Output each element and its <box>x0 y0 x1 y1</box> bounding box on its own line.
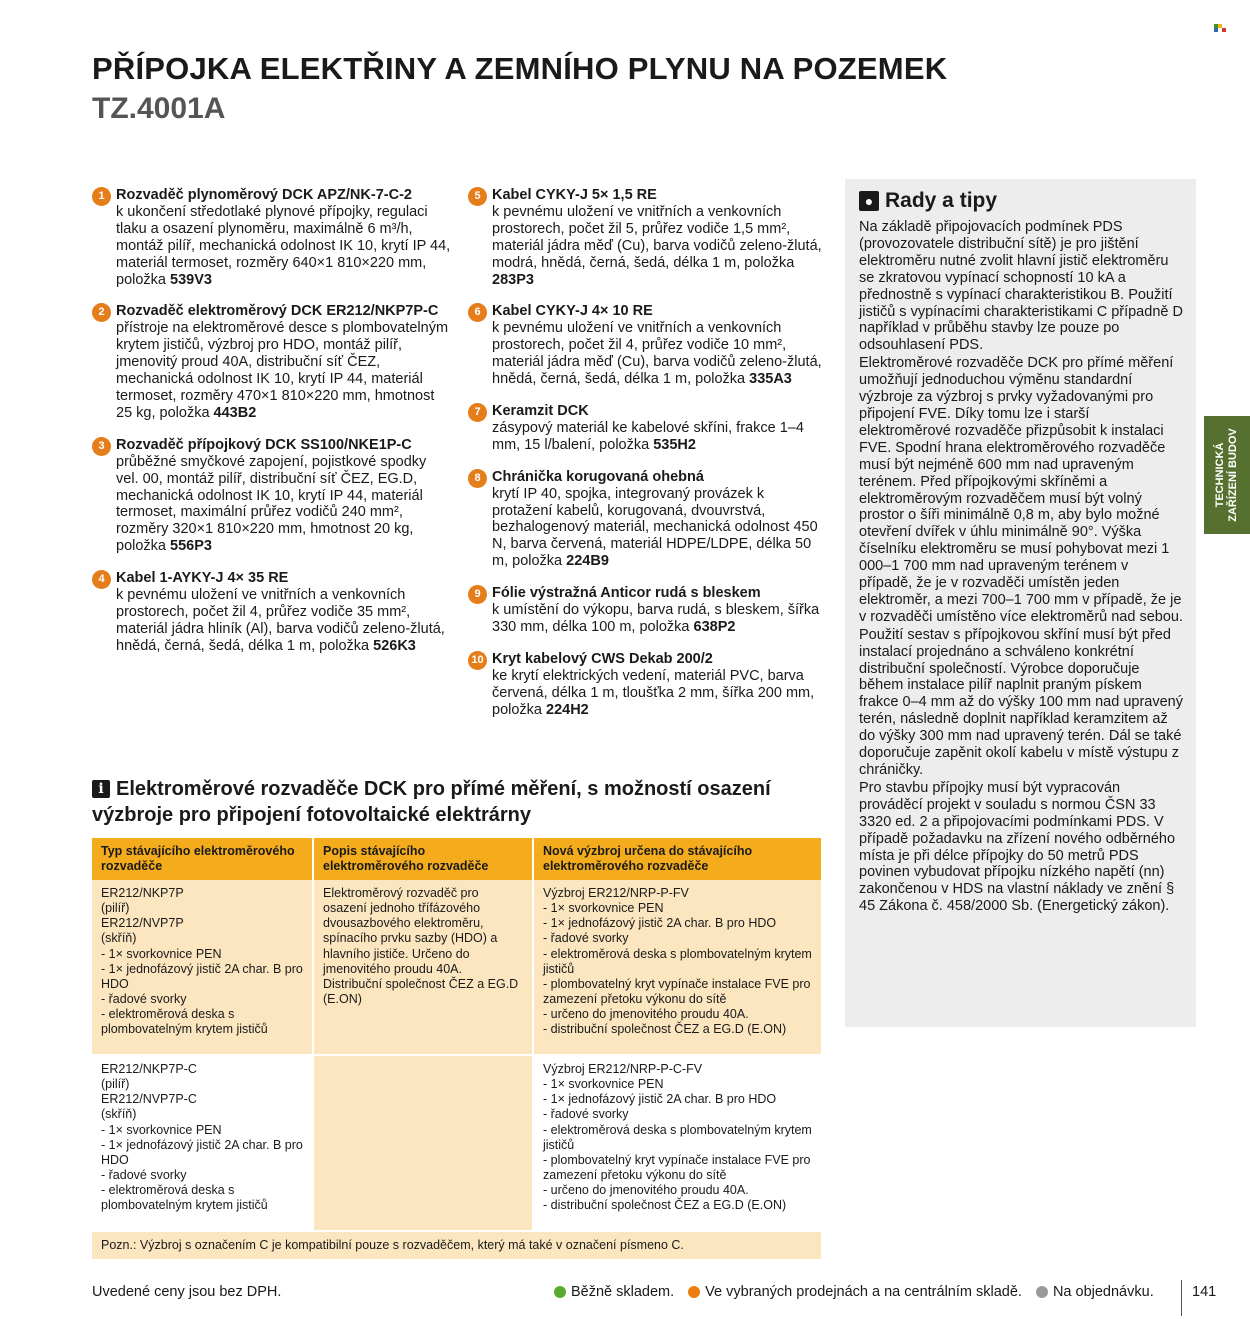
table-row <box>92 1055 821 1231</box>
product-item-6 <box>468 303 826 388</box>
item-description: přístroje na elektroměrové desce s plombovatelným krytem jističů, výzbroj pro HDO, montáž pilíř, jmenovitý proud 40A, distribuční síť ČEZ, mechanická odolnost IK 10, krytí IP 44, materiál termoset, rozměry 470×1 810×220 mm, hmotnost 25 kg, položka <box>116 320 449 421</box>
item-title: Keramzit DCK <box>492 402 589 419</box>
item-sku: 224B9 <box>566 553 609 570</box>
item-description: krytí IP 40, spojka, integrovaný provázek k protažení kabelů, korugovaná, dvouvrstvá, bezhalogenový materiál, mechanická odolnost 450 N, barva červená, materiál HDPE/LDPE, délka 50 m, položka <box>492 485 818 570</box>
table-cell: Výzbroj ER212/NRP-P-C-FV - 1× svorkovnice PEN - 1× jednofázový jistič 2A char. B pro HDO - řadové svorky - elektroměrová deska s plombovatelným krytem jističů - plombovatelný kryt vypínače instalace FVE pro zamezení přetoku výkonu do sítě - určeno do jmenovitého proudu 40A. - distribuční společnost ČEZ a EG.D (E.ON) <box>533 1055 821 1231</box>
prices-note: Uvedené ceny jsou bez DPH. <box>92 1284 282 1300</box>
items-column-middle <box>468 187 826 733</box>
item-number-badge: 6 <box>468 303 487 322</box>
item-title: Kabel CYKY-J 5× 1,5 RE <box>492 187 657 203</box>
product-item-8 <box>468 469 826 570</box>
item-title: Kabel CYKY-J 4× 10 RE <box>492 303 653 320</box>
item-sku: 556P3 <box>170 538 212 555</box>
item-title: Rozvaděč plynoměrový DCK APZ/NK-7-C-2 <box>116 187 412 203</box>
item-title: Kabel 1-AYKY-J 4× 35 RE <box>116 570 289 587</box>
table-cell <box>313 1055 533 1231</box>
legend-item <box>1036 1284 1154 1300</box>
item-sku: 539V3 <box>170 271 212 288</box>
item-sku: 335A3 <box>749 371 792 388</box>
product-item-10 <box>468 651 826 719</box>
item-description: k ukončení středotlaké plynové přípojky, regulaci tlaku a osazení plynoměru, maximálně 6 m³/h, montáž pilíř, mechanická odolnost IK 10, krytí IP 44, materiál termoset, rozměry 640×1 810×220 mm, položka <box>116 203 451 288</box>
legend-label: Ve vybraných prodejnách a na centrálním skladě. <box>705 1284 1022 1300</box>
tips-box <box>845 179 1196 1027</box>
category-side-tab[interactable] <box>1204 416 1250 534</box>
item-sku: 283P3 <box>492 271 534 288</box>
item-title: Fólie výstražná Anticor rudá s bleskem <box>492 585 761 602</box>
table-header-row <box>92 838 821 880</box>
item-sku: 224H2 <box>546 701 589 718</box>
item-title: Kryt kabelový CWS Dekab 200/2 <box>492 650 713 667</box>
product-item-2 <box>92 303 452 421</box>
table-cell: ER212/NKP7P (pilíř) ER212/NVP7P (skříň) - 1× svorkovnice PEN - 1× jednofázový jistič 2A char. B pro HDO - řadové svorky - elektroměrová deska s plombovatelným krytem jističů <box>92 880 313 1055</box>
stock-legend <box>554 1284 1168 1300</box>
item-number-badge: 3 <box>92 437 111 456</box>
page-title: PŘÍPOJKA ELEKTŘINY A ZEMNÍHO PLYNU NA POZEMEK <box>92 51 948 86</box>
product-item-3 <box>92 437 452 555</box>
item-title: Rozvaděč elektroměrový DCK ER212/NKP7P-C <box>116 303 439 320</box>
legend-item <box>554 1284 674 1300</box>
item-description: k pevnému uložení ve vnitřních a venkovních prostorech, počet žil 5, průřez vodiče 1,5 mm², materiál jádra měď (Cu), barva vodičů zeleno-žlutá, modrá, hnědá, černá, šedá, délka 1 m, položka <box>492 203 822 271</box>
page-code: TZ.4001A <box>92 92 226 125</box>
item-description: k pevnému uložení ve vnitřních a venkovních prostorech, počet žil 4, průřez vodiče 10 mm², materiál jádra měď (Cu), barva vodičů zeleno-žlutá, hnědá, černá, šedá, délka 1 m, položka <box>492 320 822 388</box>
item-description: ke krytí elektrických vedení, materiál PVC, barva červená, délka 1 m, tloušťka 2 mm, šířka 200 mm, položka <box>492 667 815 718</box>
item-description: průběžné smyčkové zapojení, pojistkové spodky vel. 00, montáž pilíř, distribuční síť ČEZ, EG.D, mechanická odolnost IK 10, krytí IP 44, materiál termoset, maximální průřez vodičů 240 mm², rozměry 320×1 810×220 mm, hmotnost 20 kg, položka <box>116 453 427 555</box>
item-sku: 638P2 <box>693 618 736 635</box>
info-heading <box>92 776 812 828</box>
legend-label: Na objednávku. <box>1052 1284 1154 1300</box>
grey-dot-icon <box>1036 1286 1048 1298</box>
page-number: 141 <box>1192 1284 1217 1300</box>
legend-label: Běžně skladem. <box>571 1284 675 1300</box>
table-header-cell: Typ stávajícího elektroměrového rozvaděče <box>92 838 313 880</box>
lightbulb-icon: ● <box>859 191 879 211</box>
item-description: k pevnému uložení ve vnitřních a venkovních prostorech, počet žil 4, průřez vodiče 35 mm², materiál jádra hliník (Al), barva vodičů zeleno-žlutá, hnědá, černá, šedá, délka 1 m, položka <box>116 587 445 654</box>
item-title: Chránička korugovaná ohebná <box>492 468 704 485</box>
table-note: Pozn.: Výzbroj s označením C je kompatibilní pouze s rozvaděčem, který má také v označení písmeno C. <box>92 1231 821 1259</box>
item-number-badge: 9 <box>468 585 487 604</box>
item-number-badge: 1 <box>92 187 111 206</box>
brand-logo <box>1214 24 1226 34</box>
item-title: Rozvaděč přípojkový DCK SS100/NKE1P-C <box>116 436 412 453</box>
item-sku: 535H2 <box>653 436 696 453</box>
item-number-badge: 8 <box>468 469 487 488</box>
item-sku: 443B2 <box>213 404 257 421</box>
footer-divider <box>1181 1280 1182 1316</box>
table-cell: Elektroměrový rozvaděč pro osazení jednoho třífázového dvousazbového elektroměru, spínacího prvku sazby (HDO) a hlavního jističe. Určeno do jmenovitého proudu 40A. Distribuční společnost ČEZ a EG.D (E.ON) <box>313 880 533 1055</box>
tips-paragraph: Na základě připojovacích podmínek PDS (provozovatele distribuční sítě) je pro jištění elektroměru nutné zvolit hlavní jistič elektroměru se zkratovou vypínací schopností 10 kA a přednostně s vypínací charakteristikou B. Použití jističů s vypínacími charakteristikami C případně D například v průběhu stavby lze pouze po odsouhlasení PDS. <box>859 219 1183 354</box>
item-number-badge: 4 <box>92 570 111 589</box>
product-item-1 <box>92 187 452 288</box>
tips-paragraph: Elektroměrové rozvaděče DCK pro přímé měření umožňují jednoduchou výměnu standardní výzbroje za výzbroj s prvky vyžadovanými pro připojení FVE. Díky tomu lze i starší elektroměrové rozvaděče přizpůsobit k instalaci FVE. Spodní hrana elektroměrového rozvaděče musí být nejméně 600 mm nad upraveným terénem. Před přípojkovými skříněmi a elektroměrovým rozvaděčem musí být volný prostor o šíři minimálně 0,8 m, aby bylo možné otevření dvířek v úhlu minimálně 90°. Výška číselníku elektroměru se musí pohybovat mezi 1 000–1 700 mm nad upraveným terénem v případě, že je v rozvaděči umístěn jeden elektroměr, a mezi 700–1 700 mm v případě, že je v rozvaděči umístěno více elektroměrů nad sebou. <box>859 355 1183 625</box>
table-note-row <box>92 1231 821 1259</box>
item-description: k umístění do výkopu, barva rudá, s bleskem, šířka 330 mm, délka 100 m, položka <box>492 602 820 635</box>
product-item-5 <box>468 187 826 288</box>
product-item-9 <box>468 585 826 636</box>
table-header-cell: Popis stávajícího elektroměrového rozvaděče <box>313 838 533 880</box>
table-row <box>92 880 821 1055</box>
info-icon: i <box>92 780 110 798</box>
legend-item <box>688 1284 1022 1300</box>
item-number-badge: 5 <box>468 187 487 206</box>
item-number-badge: 2 <box>92 303 111 322</box>
info-title: Elektroměrové rozvaděče DCK pro přímé měření, s možností osazení výzbroje pro připojení fotovoltaické elektrárny <box>92 778 771 826</box>
side-tab-line1: TECHNICKÁ <box>1214 442 1226 508</box>
item-sku: 526K3 <box>373 637 416 654</box>
green-dot-icon <box>554 1286 566 1298</box>
table-header-cell: Nová výzbroj určena do stávajícího elektroměrového rozvaděče <box>533 838 821 880</box>
tips-paragraph: Pro stavbu přípojky musí být vypracován prováděcí projekt v souladu s normou ČSN 33 3320 ed. 2 a připojovacími podmínkami PDS. V případě požadavku na zřízení nového odběrného místa je při délce přípojky do 50 metrů PDS povinen vybudovat přípojku nízkého napětí (nn) zakončenou v HDS na vlastní náklady ve znění § 45 Zákona č. 458/2000 Sb. (Energetický zákon). <box>859 779 1176 915</box>
item-number-badge: 10 <box>468 651 487 670</box>
orange-dot-icon <box>688 1286 700 1298</box>
side-tab-line2: ZAŘÍZENÍ BUDOV <box>1227 428 1239 522</box>
items-column-left <box>92 187 452 670</box>
equipment-table <box>92 838 821 1259</box>
table-cell: ER212/NKP7P-C (pilíř) ER212/NVP7P-C (skříň) - 1× svorkovnice PEN - 1× jednofázový jistič 2A char. B pro HDO - řadové svorky - elektroměrová deska s plombovatelným krytem jističů <box>92 1055 313 1231</box>
product-item-4 <box>92 570 452 655</box>
item-description: zásypový materiál ke kabelové skříni, frakce 1–4 mm, 15 l/balení, položka <box>492 419 804 453</box>
item-number-badge: 7 <box>468 403 487 422</box>
tips-title: Rady a tipy <box>885 188 998 212</box>
tips-heading <box>859 188 1184 212</box>
table-cell: Výzbroj ER212/NRP-P-FV - 1× svorkovnice PEN - 1× jednofázový jistič 2A char. B pro HDO - řadové svorky - elektroměrová deska s plombovatelným krytem jističů - plombovatelný kryt vypínače instalace FVE pro zamezení přetoku výkonu do sítě - určeno do jmenovitého proudu 40A. - distribuční společnost ČEZ a EG.D (E.ON) <box>533 880 821 1055</box>
product-item-7 <box>468 403 826 454</box>
tips-paragraph: Použití sestav s přípojkovou skříní musí být před instalací projednáno a schváleno konkrétní distribuční společností. Výrobce doporučuje během instalace pilíř naplnit praným pískem frakce 0–4 mm až do výšky 100 mm nad upravený terén, následně doplnit například keramzitem až do výšky 300 mm nad upravený terén. Dál se také doporučuje zapěnit okolí kabelu v místě výstupu z chráničky. <box>859 626 1183 778</box>
